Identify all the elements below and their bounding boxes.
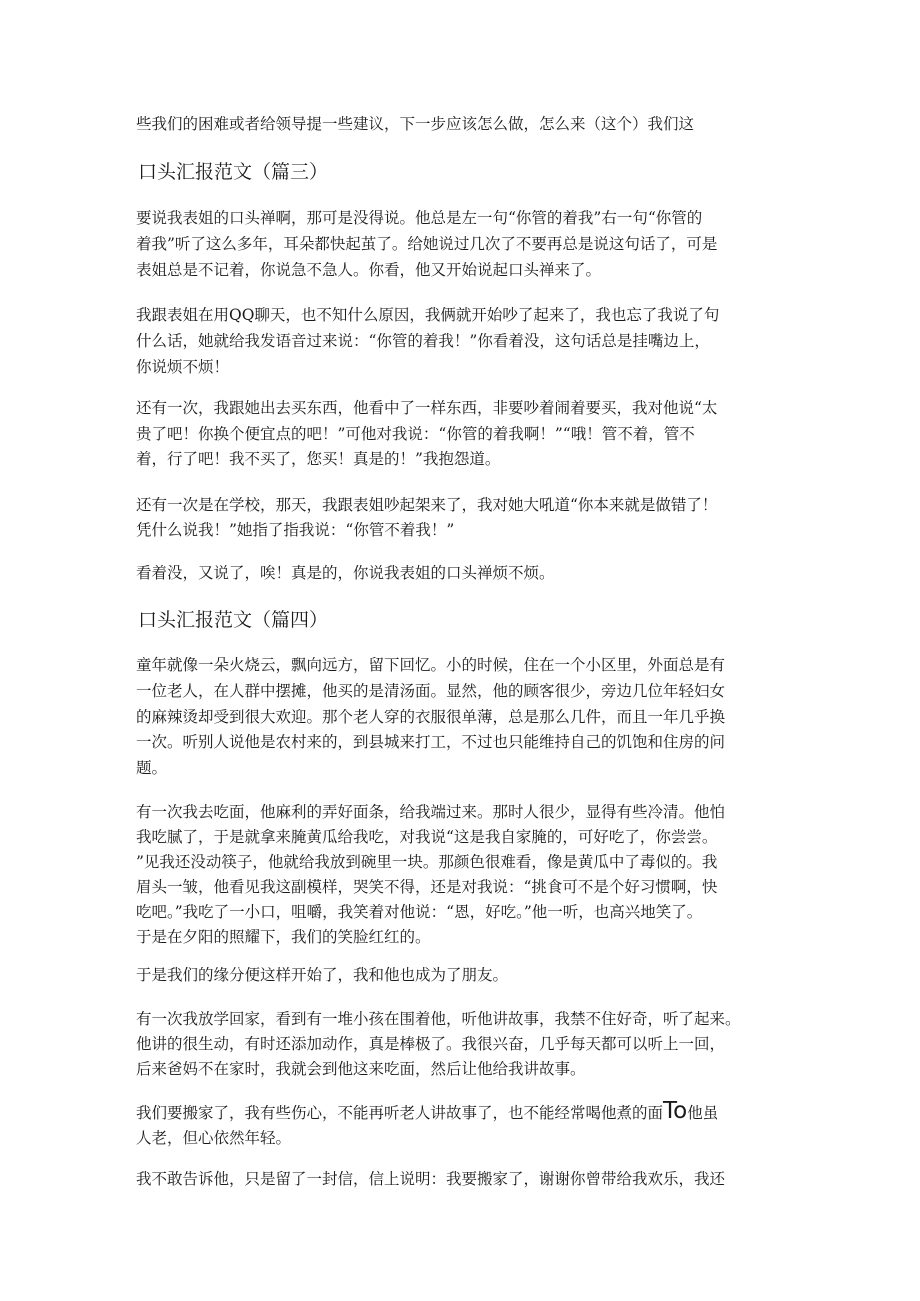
text-line: 我跟表姐在用QQ聊天，也不知什么原因，我俩就开始吵了起来了，我也忘了我说了句 (136, 306, 720, 324)
text-line: 要说我表姐的口头禅啊，那可是没得说。他总是左一句“你管的着我”右一句“你管的 (136, 209, 703, 227)
text-line: 有一次我去吃面，他麻利的弄好面条，给我端过来。那时人很少，显得有些冷清。他怕 (136, 803, 726, 821)
heading-section-4: 口头汇报范文（篇四） (138, 609, 329, 631)
text-span: 他虽 (687, 1104, 719, 1122)
text-line: 着，行了吧！我不买了，您买！真是的！”我抱怨道。 (136, 450, 501, 468)
text-line: 着我”听了这么多年，耳朵都快起茧了。给她说过几次了不要再总是说这句话了，可是 (136, 235, 718, 253)
text-line: 表姐总是不记着，你说急不急人。你看，他又开始说起口头禅来了。 (136, 261, 602, 279)
text-line: 吃吧。”我吃了一小口，咀嚼，我笑着对他说：“恩，好吃。”他一听，也高兴地笑了。 (136, 903, 703, 921)
text-span: 我们要搬家了，我有些伤心，不能再听老人讲故事了，也不能经常喝他煮的面 (136, 1104, 664, 1122)
text-line: 一次。听别人说他是农村来的，到县城来打工，不过也只能维持自己的饥饱和住房的问 (136, 733, 726, 751)
text-line: 还有一次是在学校，那天，我跟表姐吵起架来了，我对她大吼道“你本来就是做错了！ (136, 496, 718, 514)
intro-line: 些我们的困难或者给领导提一些建议，下一步应该怎么做，怎么来（这个）我们这 (136, 115, 695, 133)
text-line: 后来爸妈不在家时，我就会到他这来吃面，然后让他给我讲故事。 (136, 1060, 586, 1078)
text-line: 人老，但心依然年轻。 (136, 1129, 292, 1147)
text-line: 什么话，她就给我发语音过来说：“你管的着我！”你看着没，这句话总是挂嘴边上， (136, 332, 710, 350)
text-line: 童年就像一朵火烧云，飘向远方，留下回忆。小的时候，住在一个小区里，外面总是有 (136, 656, 726, 674)
text-line: 一位老人，在人群中摆摊，他买的是清汤面。显然，他的顾客很少，旁边几位年轻妇女 (136, 682, 726, 700)
text-line: 题。 (136, 759, 168, 777)
text-line: 我吃腻了，于是就拿来腌黄瓜给我吃，对我说“这是我自家腌的，可好吃了，你尝尝。 (136, 828, 718, 846)
heading-section-3: 口头汇报范文（篇三） (138, 161, 329, 183)
text-line: 看着没，又说了，唉！真是的，你说我表姐的口头禅烦不烦。 (136, 564, 555, 582)
text-line: 的麻辣烫却受到很大欢迎。那个老人穿的衣服很单薄，总是那么几件，而且一年几乎换 (136, 708, 726, 726)
text-line: 还有一次，我跟她出去买东西，他看中了一样东西，非要吵着闹着要买，我对他说“太 (136, 399, 718, 417)
text-line: 于是在夕阳的照耀下，我们的笑脸红红的。 (136, 928, 431, 946)
text-line: 于是我们的缘分便这样开始了，我和他也成为了朋友。 (136, 966, 509, 984)
text-line: 你说烦不烦！ (136, 358, 230, 376)
text-line: 贵了吧！你换个便宜点的吧！”可他对我说：“你管的着我啊！”“哦！管不着，管不 (136, 425, 695, 443)
text-line: 眉头一皱，他看见我这副模样，哭笑不得，还是对我说：“挑食可不是个好习惯啊，快 (136, 878, 718, 896)
text-line: 我不敢告诉他，只是留了一封信，信上说明：我要搬家了，谢谢你曾带给我欢乐，我还 (136, 1170, 726, 1188)
text-line: 他讲的很生动，有时还添加动作，真是棒极了。我很兴奋，几乎每天都可以听上一回， (136, 1035, 726, 1053)
text-line: ”见我还没动筷子，他就给我放到碗里一块。那颜色很难看，像是黄瓜中了毒似的。我 (136, 853, 718, 871)
large-to-text: To (663, 1098, 688, 1124)
text-line: 凭什么说我！”她指了指我说：“你管不着我！” (136, 521, 455, 539)
text-line (136, 1100, 796, 1126)
text-line: 有一次我放学回家，看到有一堆小孩在围着他，听他讲故事，我禁不住好奇，听了起来。 (136, 1010, 741, 1028)
